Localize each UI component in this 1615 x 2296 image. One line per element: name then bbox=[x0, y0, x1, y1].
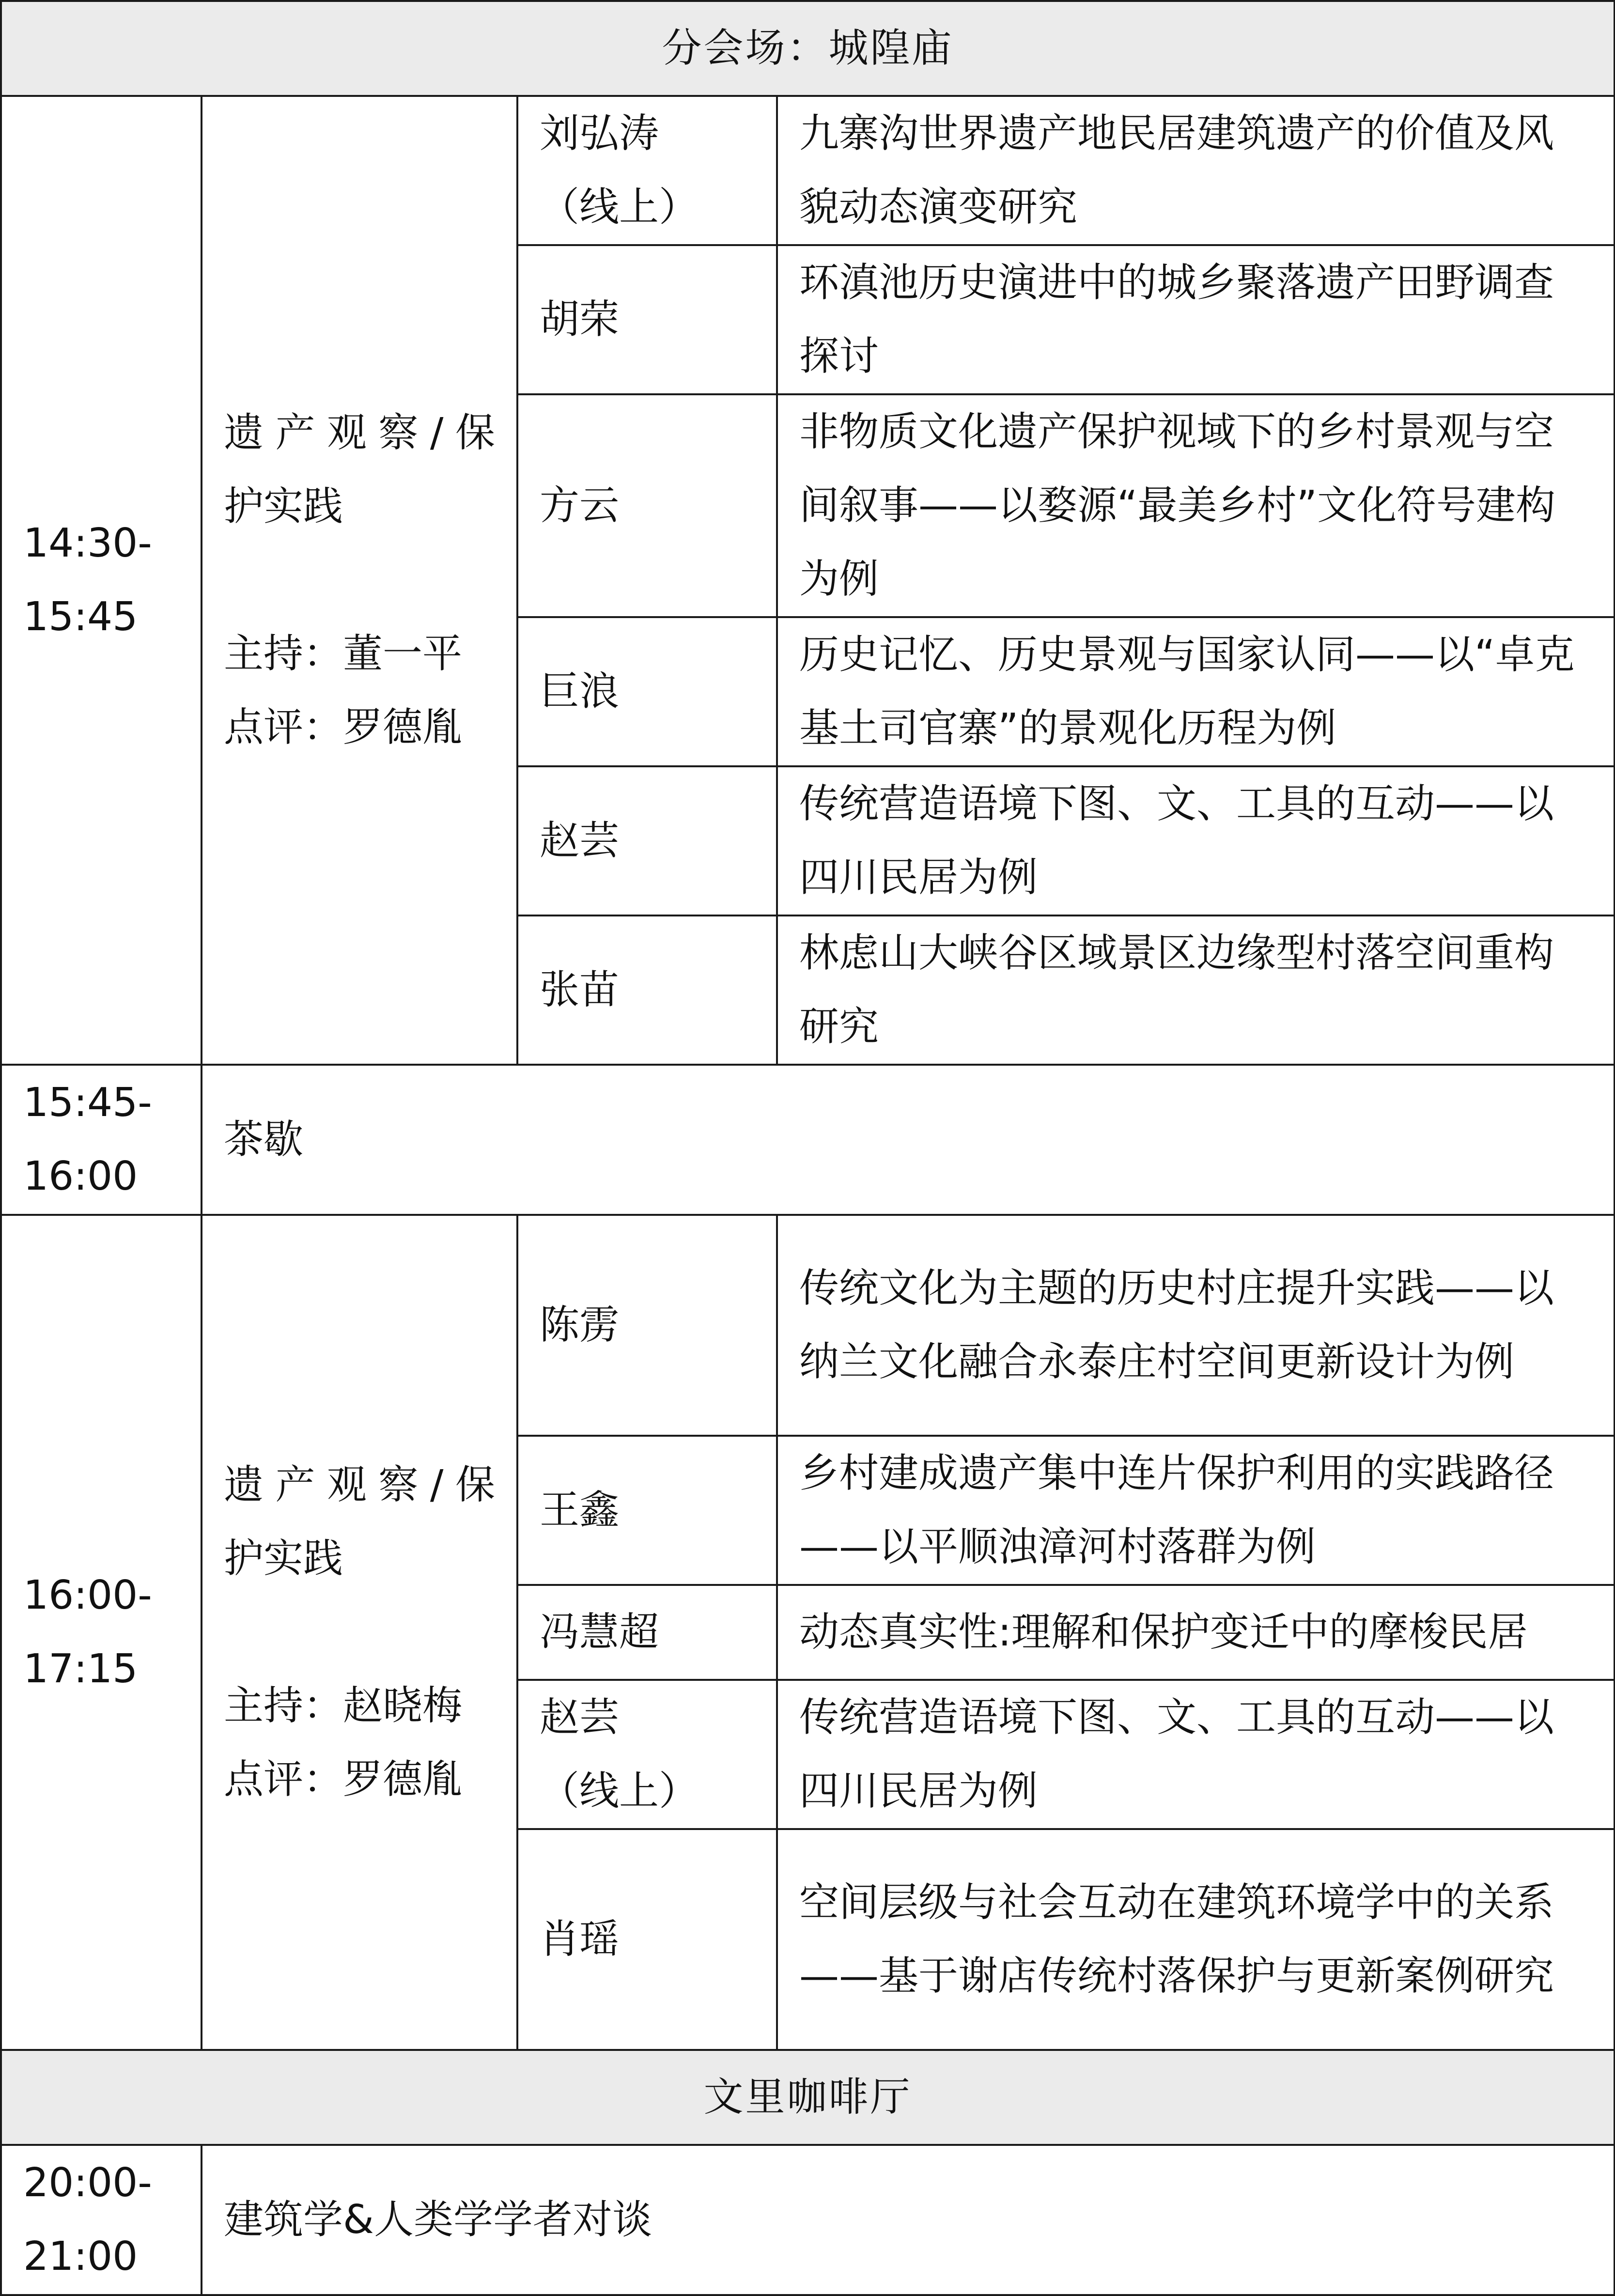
speaker-name: 赵芸 bbox=[540, 1694, 620, 1740]
time-slot bbox=[1, 96, 202, 1065]
time-start: 15:45- bbox=[23, 1080, 152, 1126]
time-end: 16:00 bbox=[23, 1153, 138, 1199]
time-end: 17:15 bbox=[23, 1646, 138, 1692]
venue-title: 分会场：城隍庙 bbox=[1, 1, 1615, 96]
talk-topic: 环滇池历史演进中的城乡聚落遗产田野调查探讨 bbox=[777, 245, 1615, 394]
speaker-cell bbox=[517, 96, 777, 245]
speaker-name: 张苗 bbox=[517, 915, 777, 1065]
time-end: 15:45 bbox=[23, 594, 138, 640]
speaker-name: 冯慧超 bbox=[517, 1585, 777, 1680]
time-slot bbox=[1, 1215, 202, 2050]
session-title-line2: 护实践 bbox=[224, 483, 343, 529]
speaker-note: （线上） bbox=[540, 184, 699, 230]
break-label: 茶歇 bbox=[202, 1065, 1615, 1215]
evening-row bbox=[1, 2145, 1615, 2295]
time-slot bbox=[1, 1065, 202, 1215]
speaker-name: 赵芸 bbox=[517, 766, 777, 915]
table-row bbox=[1, 1215, 1615, 1436]
session-host: 主持：董一平 bbox=[224, 631, 463, 677]
session-info bbox=[202, 1215, 517, 2050]
speaker-name: 胡荣 bbox=[517, 245, 777, 394]
venue-header-row bbox=[1, 2050, 1615, 2145]
session-host: 主持：赵晓梅 bbox=[224, 1683, 463, 1729]
session-reviewer: 点评：罗德胤 bbox=[224, 704, 463, 750]
talk-topic: 九寨沟世界遗产地民居建筑遗产的价值及风貌动态演变研究 bbox=[777, 96, 1615, 245]
speaker-cell bbox=[517, 1680, 777, 1829]
time-start: 16:00- bbox=[23, 1572, 152, 1618]
talk-topic: 传统营造语境下图、文、工具的互动——以四川民居为例 bbox=[777, 766, 1615, 915]
break-row bbox=[1, 1065, 1615, 1215]
talk-topic: 林虑山大峡谷区域景区边缘型村落空间重构研究 bbox=[777, 915, 1615, 1065]
speaker-name: 巨浪 bbox=[517, 617, 777, 766]
speaker-name: 刘弘涛 bbox=[540, 110, 659, 156]
table-row bbox=[1, 96, 1615, 245]
session-title-line1: 遗产观察/保 bbox=[224, 1462, 495, 1508]
time-end: 21:00 bbox=[23, 2234, 138, 2280]
speaker-name: 方云 bbox=[517, 394, 777, 617]
talk-topic: 传统文化为主题的历史村庄提升实践——以纳兰文化融合永泰庄村空间更新设计为例 bbox=[777, 1215, 1615, 1436]
speaker-name: 肖瑶 bbox=[517, 1829, 777, 2050]
session-reviewer: 点评：罗德胤 bbox=[224, 1756, 463, 1802]
talk-topic: 传统营造语境下图、文、工具的互动——以四川民居为例 bbox=[777, 1680, 1615, 1829]
venue-title: 文里咖啡厅 bbox=[1, 2050, 1615, 2145]
time-slot bbox=[1, 2145, 202, 2295]
session-title-line2: 护实践 bbox=[224, 1536, 343, 1582]
venue-header-row bbox=[1, 1, 1615, 96]
talk-topic: 空间层级与社会互动在建筑环境学中的关系——基于谢店传统村落保护与更新案例研究 bbox=[777, 1829, 1615, 2050]
speaker-name: 陈雳 bbox=[517, 1215, 777, 1436]
time-start: 20:00- bbox=[23, 2160, 152, 2206]
talk-topic: 历史记忆、历史景观与国家认同——以“卓克基土司官寨”的景观化历程为例 bbox=[777, 617, 1615, 766]
evening-label: 建筑学&人类学学者对谈 bbox=[202, 2145, 1615, 2295]
talk-topic: 非物质文化遗产保护视域下的乡村景观与空间叙事——以婺源“最美乡村”文化符号建构为例 bbox=[777, 394, 1615, 617]
session-info bbox=[202, 96, 517, 1065]
speaker-note: （线上） bbox=[540, 1768, 699, 1814]
talk-topic: 动态真实性:理解和保护变迁中的摩梭民居 bbox=[777, 1585, 1615, 1680]
speaker-name: 王鑫 bbox=[517, 1436, 777, 1585]
time-start: 14:30- bbox=[23, 520, 152, 566]
talk-topic: 乡村建成遗产集中连片保护利用的实践路径——以平顺浊漳河村落群为例 bbox=[777, 1436, 1615, 1585]
session-title-line1: 遗产观察/保 bbox=[224, 410, 495, 456]
